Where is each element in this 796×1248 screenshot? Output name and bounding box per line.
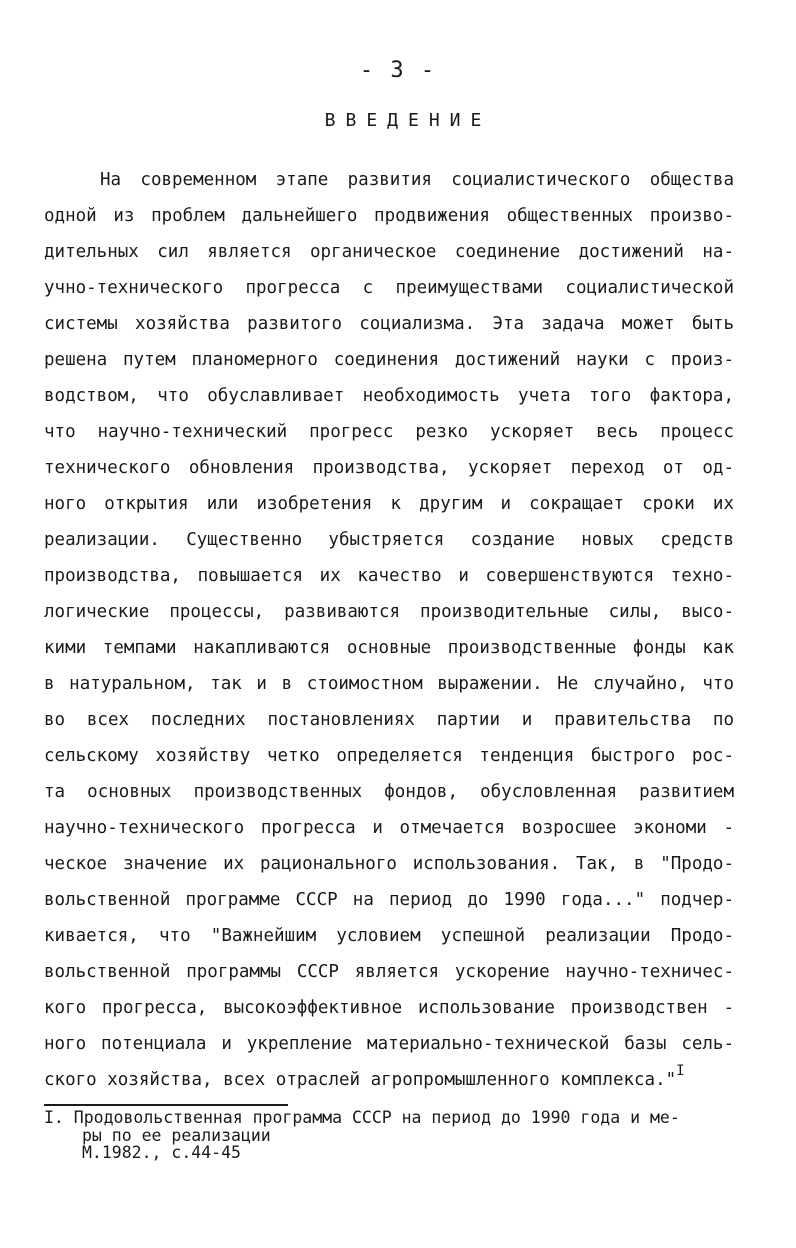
text-line: что научно-технический прогресс резко ускоряет весь процесс: [44, 422, 734, 442]
text-line: реализации. Существенно убыстряется создание новых средств: [44, 530, 734, 550]
text-line: дительных сил является органическое соединение достижений на-: [44, 242, 734, 262]
text-line: технического обновления производства, ускоряет переход от од-: [44, 458, 734, 478]
footnote-marker: I: [676, 1063, 685, 1079]
text-line: ного открытия или изобретения к другим и сокращает сроки их: [44, 494, 734, 514]
text-line: во всех последних постановлениях партии и правительства по: [44, 710, 734, 730]
text-line: кивается, что "Важнейшим условием успешной реализации Продо-: [44, 926, 734, 946]
footnote-divider: [44, 1104, 288, 1106]
footnote-line: М.1982., с.44-45: [82, 1143, 241, 1162]
text-line: ного потенциала и укрепление материально-технической базы сель-: [44, 1034, 734, 1054]
text-line: та основных производственных фондов, обусловленная развитием: [44, 782, 734, 802]
text-line-last: [44, 1062, 734, 1098]
text-line: ческое значение их рационального использования. Так, в "Продо-: [44, 854, 734, 874]
text-line: кого прогресса, высокоэффективное использование производствен -: [44, 998, 734, 1018]
footnote: [44, 1108, 744, 1162]
text-line: логические процессы, развиваются производительные силы, высо-: [44, 602, 734, 622]
text-line: научно-технического прогресса и отмечается возросшее экономи -: [44, 818, 734, 838]
text-line: учно-технического прогресса с преимуществами социалистической: [44, 278, 734, 298]
text-line: вольственной программы СССР является ускорение научно-техничес-: [44, 962, 734, 982]
text-line: решена путем планомерного соединения достижений науки с произ-: [44, 350, 734, 370]
text-line: водством, что обуславливает необходимость учета того фактора,: [44, 386, 734, 406]
text-line: одной из проблем дальнейшего продвижения общественных произво-: [44, 206, 734, 226]
text-line: производства, повышается их качество и совершенствуются техно-: [44, 566, 734, 586]
text-line-content: ского хозяйства, всех отраслей агропромышленного комплекса.": [44, 1070, 677, 1090]
text-line: сельскому хозяйству четко определяется тенденция быстрого рос-: [44, 746, 734, 766]
body-text: [44, 162, 734, 1098]
text-line: кими темпами накапливаются основные производственные фонды как: [44, 638, 734, 658]
text-line: в натуральном, так и в стоимостном выражении. Не случайно, что: [44, 674, 734, 694]
text-line: На современном этапе развития социалистического общества: [100, 170, 734, 190]
text-line: вольственной программе СССР на период до 1990 года..." подчер-: [44, 890, 734, 910]
page-number: - 3 -: [359, 58, 437, 83]
footnote-line: ры по ее реализации: [82, 1126, 271, 1145]
text-line: системы хозяйства развитого социализма. Эта задача может быть: [44, 314, 734, 334]
section-heading: ВВЕДЕНИЕ: [324, 110, 492, 131]
footnote-line: I. Продовольственная программа СССР на период до 1990 года и ме-: [44, 1108, 680, 1127]
